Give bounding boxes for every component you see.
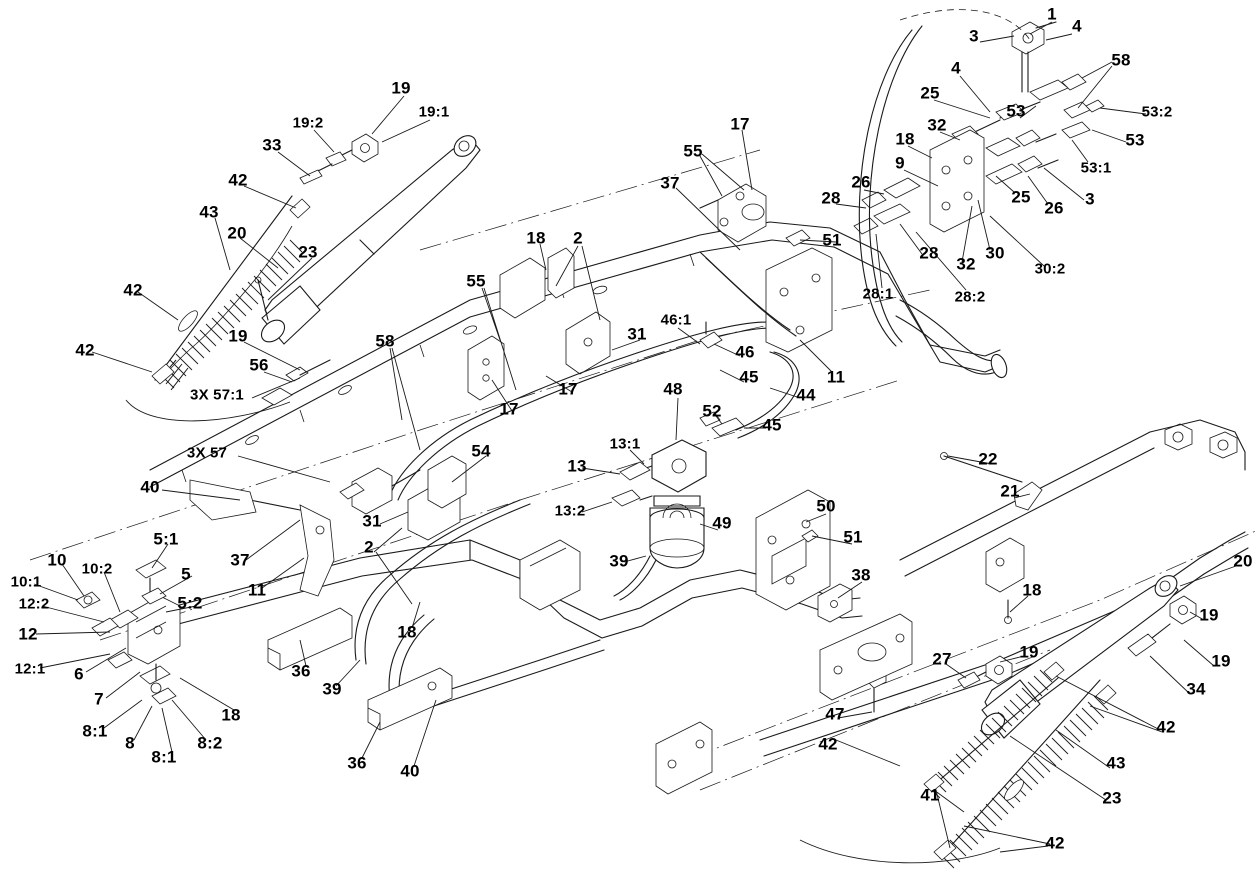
callout-3x-57: 3X 57 — [186, 444, 228, 462]
callout-4: 4 — [1072, 16, 1082, 36]
callout-19: 19 — [1019, 642, 1039, 662]
hydraulic-cylinder-right — [977, 571, 1181, 739]
callout-19: 19 — [391, 78, 411, 98]
callout-53: 53 — [1006, 101, 1026, 121]
callout-25: 25 — [1011, 187, 1031, 207]
spring-assembly-right — [800, 680, 1116, 868]
callout-43: 43 — [199, 202, 219, 222]
callout-9: 9 — [895, 153, 905, 173]
callout-37: 37 — [230, 550, 250, 570]
callout-46: 46 — [735, 342, 755, 362]
center-bracket-assembly — [468, 248, 610, 400]
callout-8-2: 8:2 — [197, 733, 223, 753]
left-lower-valve-group — [76, 560, 180, 704]
callout-10: 10 — [47, 550, 67, 570]
callout-52: 52 — [702, 401, 722, 421]
callout-25: 25 — [920, 83, 940, 103]
callout-26: 26 — [1044, 198, 1064, 218]
callout-2: 2 — [364, 537, 374, 557]
callout-18: 18 — [895, 129, 915, 149]
callout-42: 42 — [1156, 717, 1176, 737]
rod-end-19-left — [300, 134, 378, 184]
callout-30: 30 — [985, 243, 1005, 263]
callout-3: 3 — [1085, 189, 1095, 209]
callout-4: 4 — [951, 58, 961, 78]
callout-31: 31 — [627, 324, 647, 344]
callout-21: 21 — [1000, 481, 1020, 501]
callout-19: 19 — [1211, 651, 1231, 671]
callout-40: 40 — [140, 477, 160, 497]
callout-53: 53 — [1125, 130, 1145, 150]
callout-2: 2 — [573, 228, 583, 248]
callout-42: 42 — [818, 734, 838, 754]
callout-32: 32 — [927, 115, 947, 135]
callout-1: 1 — [1047, 4, 1057, 24]
callout-43: 43 — [1106, 753, 1126, 773]
callout-34: 34 — [1186, 679, 1206, 699]
callout-5: 5 — [181, 564, 191, 584]
cross-member-center — [520, 540, 580, 610]
callout-40: 40 — [400, 761, 420, 781]
callout-53-2: 53:2 — [1141, 103, 1173, 121]
callout-47: 47 — [825, 704, 845, 724]
callout-19-1: 19:1 — [418, 103, 450, 121]
callout-55: 55 — [466, 271, 486, 291]
callout-8-1: 8:1 — [82, 721, 108, 741]
callout-23: 23 — [1102, 788, 1122, 808]
callout-28-2: 28:2 — [954, 288, 986, 306]
callout-53-1: 53:1 — [1080, 159, 1112, 177]
callout-3x-57-1: 3X 57:1 — [190, 386, 244, 404]
callout-45: 45 — [739, 367, 759, 387]
callout-11: 11 — [826, 367, 846, 387]
callout-50: 50 — [816, 496, 836, 516]
callout-44: 44 — [796, 385, 816, 405]
valve-block-center — [340, 456, 466, 540]
callout-18: 18 — [221, 705, 241, 725]
callout-17: 17 — [499, 399, 519, 419]
callout-58: 58 — [375, 331, 395, 351]
bracket-11-upper — [766, 248, 832, 352]
callout-13-2: 13:2 — [554, 502, 586, 520]
callout-11: 11 — [247, 580, 267, 600]
rear-plate-right — [820, 614, 912, 700]
callout-12: 12 — [18, 624, 38, 644]
skid-plate-36-right — [368, 668, 452, 730]
callout-39: 39 — [322, 679, 342, 699]
callout-28: 28 — [821, 188, 841, 208]
callout-54: 54 — [471, 441, 491, 461]
callout-17: 17 — [558, 379, 578, 399]
callout-31: 31 — [362, 511, 382, 531]
callout-17: 17 — [730, 114, 750, 134]
hydraulic-cylinder-left — [257, 131, 480, 346]
callout-6: 6 — [74, 664, 84, 684]
callout-13: 13 — [567, 456, 587, 476]
callout-49: 49 — [712, 513, 732, 533]
callout-46-1: 46:1 — [660, 311, 692, 329]
callout-7: 7 — [94, 689, 104, 709]
callout-19: 19 — [1199, 605, 1219, 625]
callout-12-1: 12:1 — [14, 660, 46, 678]
bracket-11-lower — [190, 480, 334, 596]
callout-10-2: 10:2 — [81, 560, 113, 578]
callout-5-1: 5:1 — [153, 529, 179, 549]
callout-32: 32 — [956, 254, 976, 274]
callout-28-1: 28:1 — [862, 285, 894, 303]
callout-58: 58 — [1111, 50, 1131, 70]
callout-27: 27 — [932, 649, 952, 669]
callout-42: 42 — [75, 340, 95, 360]
callout-37: 37 — [660, 173, 680, 193]
callout-36: 36 — [347, 753, 367, 773]
callout-5-2: 5:2 — [177, 593, 203, 613]
callout-39: 39 — [609, 551, 629, 571]
callout-12-2: 12:2 — [18, 595, 50, 613]
callout-26: 26 — [851, 172, 871, 192]
callout-18: 18 — [397, 622, 417, 642]
fuel-filter-assembly — [612, 440, 706, 600]
callout-8-1: 8:1 — [151, 747, 177, 767]
callout-18: 18 — [526, 228, 546, 248]
callout-38: 38 — [851, 565, 871, 585]
callout-28: 28 — [919, 243, 939, 263]
callout-18: 18 — [1022, 580, 1042, 600]
callout-42: 42 — [1045, 833, 1065, 853]
callout-3: 3 — [969, 26, 979, 46]
callout-45: 45 — [762, 415, 782, 435]
callout-20: 20 — [227, 223, 247, 243]
callout-33: 33 — [262, 135, 282, 155]
callout-56: 56 — [249, 355, 269, 375]
callout-30-2: 30:2 — [1034, 260, 1066, 278]
front-plate-lower-left — [656, 722, 712, 794]
callout-42: 42 — [123, 280, 143, 300]
callout-48: 48 — [663, 379, 683, 399]
callout-55: 55 — [683, 141, 703, 161]
fittings-57-group — [262, 360, 330, 405]
callout-19-2: 19:2 — [292, 114, 324, 132]
callout-23: 23 — [298, 242, 318, 262]
callout-20: 20 — [1233, 551, 1253, 571]
callout-51: 51 — [843, 527, 863, 547]
callout-36: 36 — [291, 661, 311, 681]
callout-41: 41 — [920, 785, 940, 805]
callout-8: 8 — [125, 733, 135, 753]
callout-51: 51 — [822, 230, 842, 250]
callout-22: 22 — [978, 449, 998, 469]
callout-42: 42 — [228, 170, 248, 190]
callout-13-1: 13:1 — [609, 435, 641, 453]
callout-19: 19 — [228, 326, 248, 346]
callout-10-1: 10:1 — [10, 573, 42, 591]
